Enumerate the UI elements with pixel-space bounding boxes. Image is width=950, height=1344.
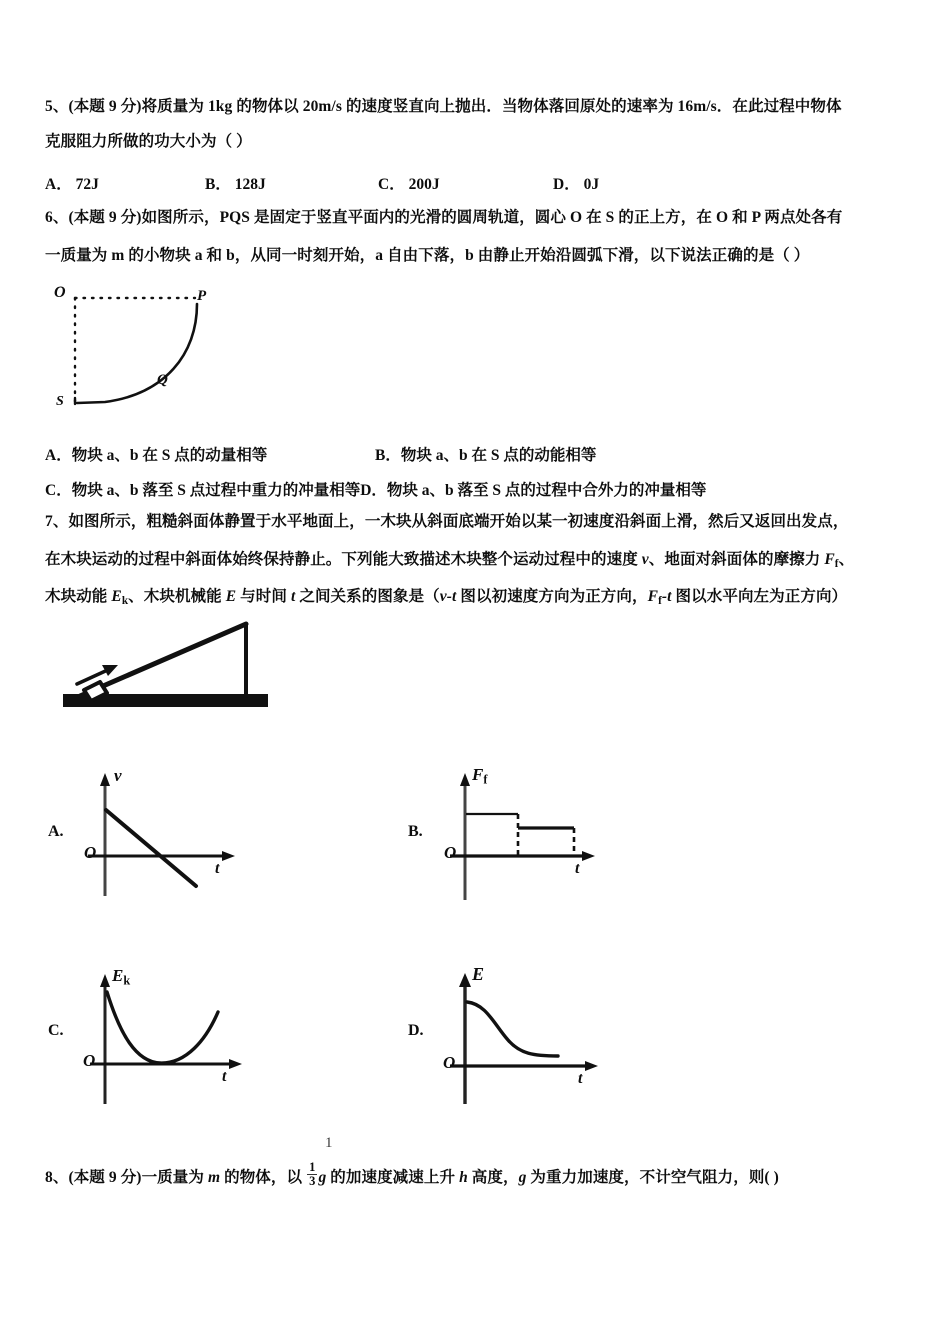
- q6-option-b[interactable]: B．物块 a、b 在 S 点的动能相等: [375, 447, 597, 464]
- y-axis-arrowhead: [100, 773, 110, 786]
- symbol-E: E: [225, 588, 237, 605]
- label-point-q: Q: [157, 372, 168, 388]
- x-axis-arrowhead: [582, 851, 595, 861]
- symbol-v: v: [641, 551, 649, 568]
- circular-track-svg: [45, 282, 245, 417]
- symbol-vt: v-t: [439, 588, 457, 605]
- q8-stem: 8、(本题 9 分)一质量为 m 的物体，以 $\frac{1}{3}$ g 的加速度减速上升 h 高度，g 为重力加速度，不计空气阻力，则( ): [45, 1160, 779, 1189]
- graph-b-x-label: t: [575, 860, 580, 877]
- q6-option-c[interactable]: C．物块 a、b 落至 S 点过程中重力的冲量相等: [45, 482, 361, 499]
- fraction-one-third: [307, 1161, 317, 1189]
- q5-option-d[interactable]: D． 0J: [553, 176, 600, 193]
- graph-v-t-svg: [78, 768, 258, 903]
- symbol-h: h: [459, 1169, 468, 1186]
- label-point-s: S: [56, 394, 64, 409]
- symbol-g-1: g: [318, 1169, 327, 1186]
- graph-c-x-label: t: [222, 1068, 227, 1085]
- y-axis-arrowhead: [460, 773, 470, 786]
- q6-option-a[interactable]: A．物块 a、b 在 S 点的动量相等: [45, 447, 268, 464]
- symbol-Fft-sub: f: [658, 595, 662, 608]
- q6-stem-line1: 6、(本题 9 分)如图所示，PQS 是固定于竖直平面内的光滑的圆周轨道，圆心 O 在 S 的正上方，在 O 和 P 两点处各有: [45, 209, 843, 226]
- x-axis-arrowhead: [222, 851, 235, 861]
- series-e-curve: [467, 1002, 558, 1056]
- graph-b-origin-label: O: [444, 843, 457, 862]
- graph-Ek-t-svg: [78, 968, 263, 1108]
- q5-option-c[interactable]: C． 200J: [378, 176, 440, 193]
- inclined-plane-figure: [60, 612, 290, 722]
- series-v-line: [106, 810, 196, 886]
- graph-d-letter: D.: [408, 1022, 424, 1039]
- symbol-Fft-tail: -t: [661, 588, 672, 605]
- page-number: 1: [325, 1135, 333, 1151]
- label-point-p: P: [197, 288, 207, 304]
- q7-stem-line2: 在木块运动的过程中斜面体始终保持静止。下列能大致描述木块整个运动过程中的速度 v、地面对斜面体的摩擦力 $F_f$、: [45, 551, 855, 571]
- symbol-Ff: F: [824, 551, 835, 568]
- q6-option-d[interactable]: D．物块 a、b 落至 S 点的过程中合外力的冲量相等: [360, 482, 707, 499]
- graph-a-letter: A.: [48, 823, 64, 840]
- q5-stem-line1: 5、(本题 9 分)将质量为 1kg 的物体以 20m/s 的速度竖直向上抛出．当物体落回原处的速率为 16m/s．在此过程中物体: [45, 98, 842, 115]
- fraction-denominator: 3: [309, 1174, 316, 1189]
- fraction-numerator: 1: [309, 1160, 316, 1174]
- graph-c-y-label: $E_k$: [112, 966, 131, 988]
- q6-stem-line2: 一质量为 m 的小物块 a 和 b，从同一时刻开始，a 自由下落，b 由静止开始沿圆弧下滑，以下说法正确的是（ ）: [45, 247, 810, 264]
- arc-pqs: [77, 304, 197, 403]
- circular-track-figure: [45, 282, 245, 417]
- graph-b-y-label-sub: f: [483, 772, 488, 787]
- q5-option-a[interactable]: A． 72J: [45, 176, 99, 193]
- graph-d-y-label: E: [472, 964, 485, 984]
- symbol-m: m: [207, 1169, 221, 1186]
- y-axis-arrowhead: [100, 974, 110, 987]
- graph-a-y-label: v: [114, 766, 122, 785]
- symbol-g-2: g: [518, 1169, 527, 1186]
- graph-c-y-label-sub: k: [123, 973, 131, 988]
- graph-c-origin-label: O: [83, 1051, 96, 1070]
- q5-option-b[interactable]: B． 128J: [205, 176, 266, 193]
- graph-d-x-label: t: [578, 1070, 583, 1087]
- graph-Ek-t: [78, 968, 263, 1108]
- x-axis-arrowhead: [229, 1059, 242, 1069]
- graph-a-origin-label: O: [84, 843, 97, 862]
- inclined-plane-svg: [60, 612, 290, 722]
- graph-E-t-svg: [438, 968, 623, 1108]
- graph-Ff-t-svg: [438, 768, 618, 903]
- graph-b-letter: B.: [408, 823, 423, 840]
- q5-stem-line2: 克服阻力所做的功大小为（ ）: [45, 133, 252, 150]
- x-axis-arrowhead: [585, 1061, 598, 1071]
- graph-v-t: [78, 768, 258, 903]
- incline-surface: [80, 624, 246, 696]
- series-ek-curve: [107, 992, 218, 1063]
- q5-options: [45, 172, 599, 194]
- graph-d-origin-label: O: [443, 1053, 456, 1072]
- symbol-t: t: [290, 588, 296, 605]
- label-point-o: O: [54, 284, 66, 301]
- y-axis-arrowhead: [459, 973, 471, 987]
- q7-stem-line3: 木块动能 $E_k$、木块机械能 E 与时间 t 之间关系的图象是（v-t 图以初速度方向为正方向，$F_f-t$ 图以水平向左为正方向）: [45, 588, 848, 608]
- graph-Ff-t: [438, 765, 618, 903]
- graph-b-y-label: $F_f$: [472, 765, 488, 787]
- q6-options-row1: [45, 443, 596, 465]
- graph-E-t: [438, 964, 623, 1108]
- symbol-Ek-sub: k: [121, 595, 129, 608]
- symbol-Ff-sub: f: [834, 558, 839, 571]
- graph-c-letter: C.: [48, 1022, 64, 1039]
- q6-options-row2: [45, 478, 706, 500]
- q7-stem-line1: 7、如图所示，粗糙斜面体静置于水平地面上，一木块从斜面底端开始以某一初速度沿斜面上滑，然后又返回出发点，: [45, 513, 849, 530]
- symbol-Ek: E: [111, 588, 122, 605]
- graph-a-x-label: t: [215, 860, 220, 877]
- symbol-Fft: F: [647, 588, 659, 605]
